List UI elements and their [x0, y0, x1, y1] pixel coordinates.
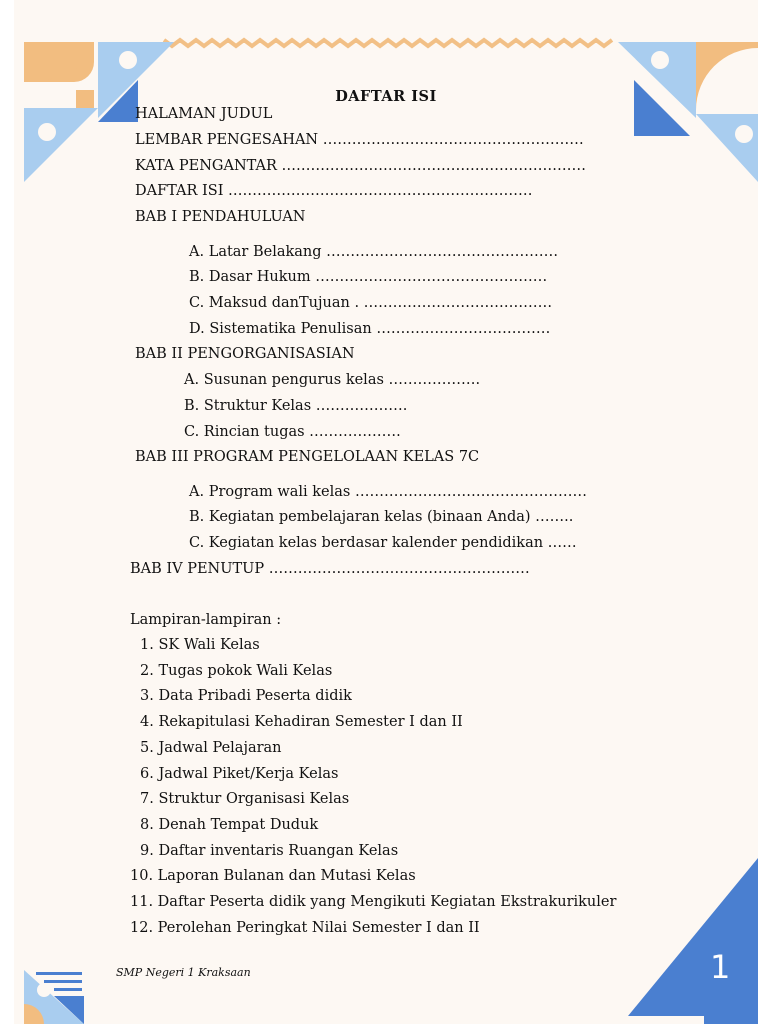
toc-entry-daftar-isi: DAFTAR ISI ………………………………………………………	[135, 183, 533, 199]
lampiran-item: 10. Laporan Bulanan dan Mutasi Kelas	[130, 868, 416, 884]
toc-entry-lembar-pengesahan: LEMBAR PENGESAHAN ………………………………………………	[135, 132, 584, 148]
bab-1-item: D. Sistematika Penulisan ………………………………	[189, 321, 551, 337]
bottom-left-ornament	[24, 970, 84, 1024]
lampiran-item: 12. Perolehan Peringkat Nilai Semester I dan II	[130, 920, 480, 936]
document-page	[14, 0, 758, 1024]
zigzag-border	[164, 40, 612, 46]
bab-2-item: A. Susunan pengurus kelas ……………….	[184, 372, 481, 388]
lampiran-item: 8. Denah Tempat Duduk	[140, 817, 319, 833]
bab-4-heading: BAB IV PENUTUP ………………………………………………	[130, 561, 530, 577]
lampiran-item: 11. Daftar Peserta didik yang Mengikuti Kegiatan Ekstrakurikuler	[130, 894, 617, 910]
bottom-right-triangle	[628, 858, 758, 1016]
lampiran-item: 6. Jadwal Piket/Kerja Kelas	[140, 766, 339, 782]
bab-2-item: B. Struktur Kelas ……………….	[184, 398, 408, 414]
bab-3-item: A. Program wali kelas …………………………………………	[189, 484, 587, 500]
lampiran-item: 3. Data Pribadi Peserta didik	[140, 688, 352, 704]
lampiran-item: 2. Tugas pokok Wali Kelas	[140, 663, 333, 679]
lampiran-item: 5. Jadwal Pelajaran	[140, 740, 282, 756]
toc-entry-halaman-judul: HALAMAN JUDUL	[135, 106, 273, 122]
lampiran-item: 9. Daftar inventaris Ruangan Kelas	[140, 843, 399, 859]
lampiran-heading: Lampiran-lampiran :	[130, 612, 282, 628]
bab-1-item: B. Dasar Hukum …………………………………………	[189, 269, 548, 285]
bab-1-item: A. Latar Belakang …………………………………………	[189, 244, 559, 260]
bab-2-item: C. Rincian tugas ……………….	[184, 424, 401, 440]
top-right-ornament	[618, 42, 758, 182]
bab-3-item: C. Kegiatan kelas berdasar kalender pendidikan ……	[189, 535, 577, 551]
bab-3-item: B. Kegiatan pembelajaran kelas (binaan Anda) ……..	[189, 509, 574, 525]
lampiran-item: 4. Rekapitulasi Kehadiran Semester I dan II	[140, 714, 463, 730]
footer-school-name: SMP Negeri 1 Kraksaan	[116, 966, 251, 979]
lampiran-item: 1. SK Wali Kelas	[140, 637, 260, 653]
bab-1-heading: BAB I PENDAHULUAN	[135, 209, 306, 225]
bab-2-heading: BAB II PENGORGANISASIAN	[135, 346, 355, 362]
bab-3-heading: BAB III PROGRAM PENGELOLAAN KELAS 7C	[135, 449, 480, 465]
bab-1-item: C. Maksud danTujuan . …………………………………	[189, 295, 553, 311]
document-title: DAFTAR ISI	[335, 88, 437, 105]
toc-entry-kata-pengantar: KATA PENGANTAR ………………………………………………………	[135, 158, 587, 174]
lampiran-item: 7. Struktur Organisasi Kelas	[140, 791, 350, 807]
page-number: 1	[710, 948, 731, 986]
